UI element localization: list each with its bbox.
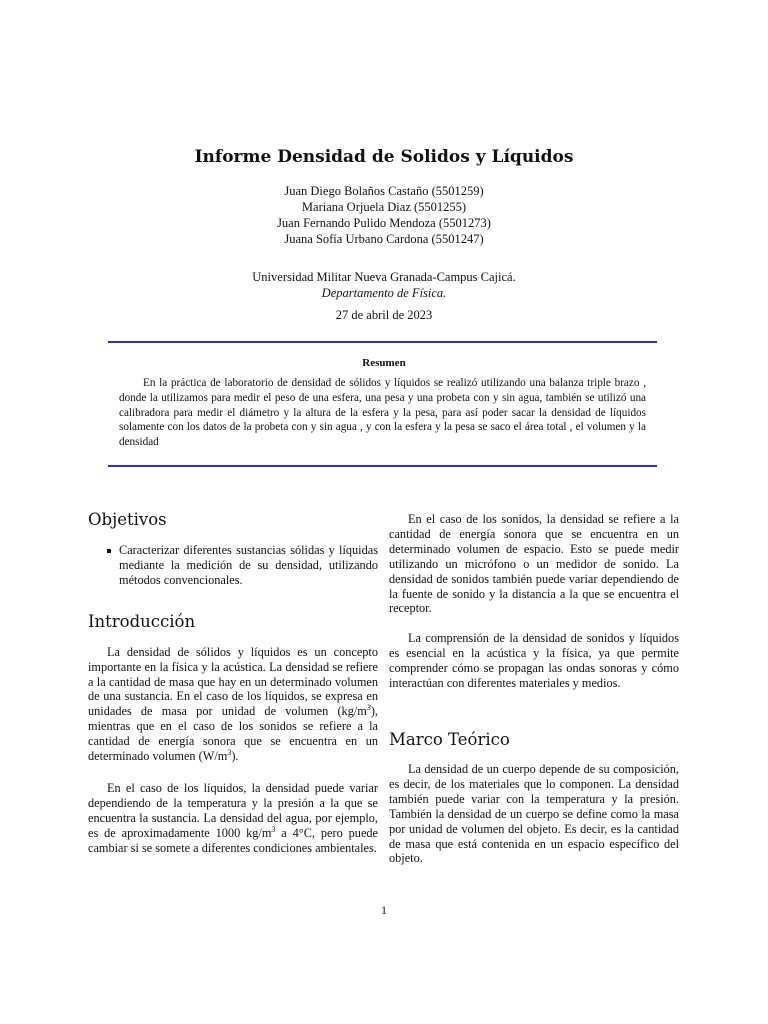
university: Universidad Militar Nueva Granada-Campus Cajicá. [252, 270, 516, 284]
author: Juan Fernando Pulido Mendoza (5501273) [277, 216, 491, 230]
marco-paragraph-1: La densidad de un cuerpo depende de su composición, es decir, de los materiales que lo componen. La densidad también puede variar con la temperatura y la presión. También la densidad de un cuerpo se define como la masa por unidad de volumen del objeto. Es decir, es la cantidad de masa que está contenida en un espacio específico del objeto. [389, 761, 679, 866]
author-list [0, 183, 768, 247]
abstract-rule-bottom [108, 465, 657, 467]
objectives-list [88, 543, 378, 588]
paper-title: Informe Densidad de Solidos y Líquidos [194, 147, 574, 167]
section-heading-introduccion: Introducción [88, 611, 196, 631]
intro-paragraph-2: En el caso de los líquidos, la densidad puede variar dependiendo de la temperatura y la presión a la que se encuentra la sustancia. La densidad del agua, por ejemplo, es de aproximadamente 1000 $kg/m^3$ a 4°C, pero puede cambiar si se somete a diferentes condiciones ambientales. [88, 780, 379, 855]
list-item: Caracterizar diferentes sustancias sólidas y líquidas mediante la medición de su densidad, utilizando métodos convencionales. [119, 543, 378, 587]
abstract-text: En la práctica de laboratorio de densidad de sólidos y líquidos se realizó utilizando una balanza triple brazo , donde la utilizamos para medir el peso de una esfera, una pesa y una probeta con y sin agua, también se utilizó una calibradora para medir el diámetro y la altura de la esfera y la pesa, para así poder sacar la densidad de líquidos solamente con los datos de la probeta con y sin agua , y con la esfera y la pesa se saco el área total , el volumen y la densidad [119, 377, 646, 449]
author: Juana Sofía Urbano Cardona (5501247) [284, 232, 484, 246]
author: Mariana Orjuela Diaz (5501255) [301, 200, 467, 214]
intro-paragraph-4: La comprensión de la densidad de sonidos y líquidos es esencial en la acústica y la física, ya que permite comprender cómo se propagan las ondas sonoras y cómo interactúan con diferentes materiales y medios. [389, 631, 679, 691]
left-column [88, 509, 378, 856]
page-number: 1 [381, 903, 387, 917]
date: 27 de abril de 2023 [335, 308, 433, 322]
department: Departamento de Física. [321, 286, 447, 300]
abstract-rule-top [108, 341, 657, 343]
abstract-heading: Resumen [362, 357, 406, 369]
section-heading-objetivos: Objetivos [88, 510, 167, 529]
intro-paragraph-1: La densidad de sólidos y líquidos es un concepto importante en la física y la acústica. La densidad se refiere a la cantidad de masa que hay en un determinado volumen de una sustancia. En el caso de los líquidos, se expresa en unidades de masa por unidad de volumen $(kg/m^3)$, mientras que en el caso de los sonidos se refiere a la cantidad de energía sonora que se encuentra en un determinado volumen $(W/m^3)$. [88, 644, 378, 764]
section-heading-marco: Marco Teórico [389, 729, 510, 749]
intro-paragraph-3: En el caso de los sonidos, la densidad se refiere a la cantidad de energía sonora que se encuentra en un determinado volumen de espacio. Esto se puede medir utilizando un micrófono o un medidor de sonido. La densidad de sonidos también puede variar dependiendo de la fuente de sonido y la distancia a la que se encuentra el receptor. [389, 512, 679, 616]
right-column [389, 512, 679, 866]
author: Juan Diego Bolaños Castaño (5501259) [284, 184, 484, 198]
affiliation [0, 269, 768, 323]
